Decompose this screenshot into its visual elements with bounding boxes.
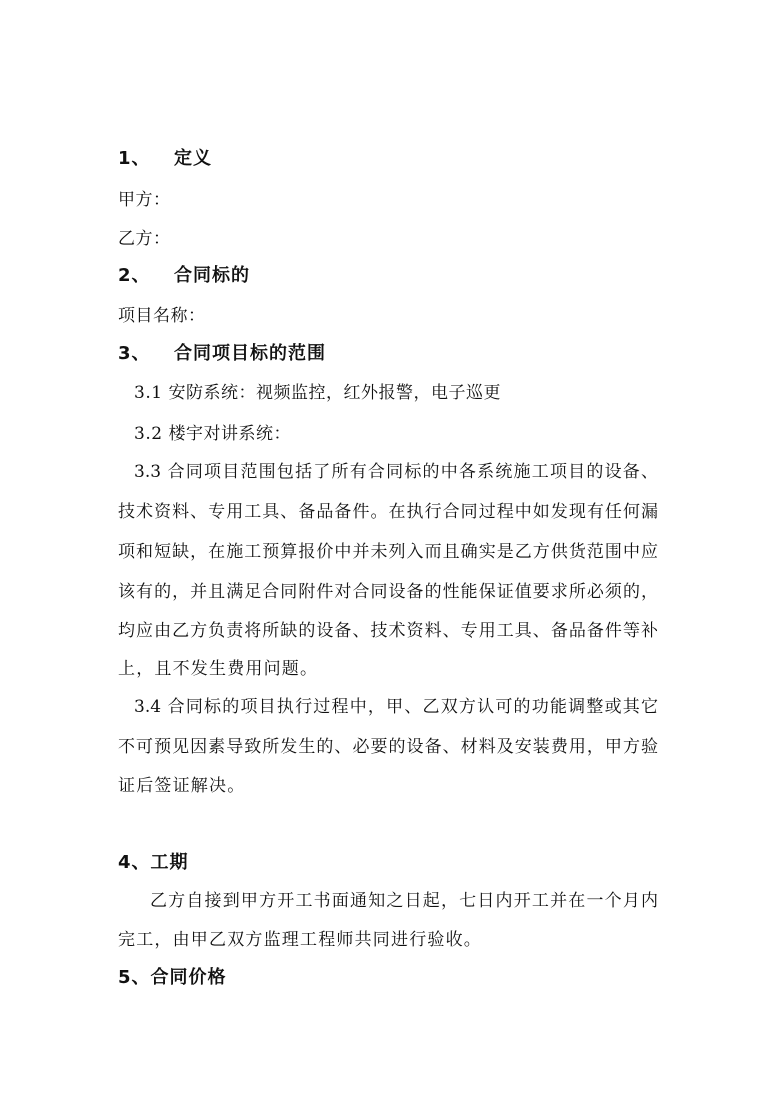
clause-3-3-line: 项和短缺，在施工预算报价中并未列入而且确实是乙方供货范围中应: [118, 542, 658, 562]
schedule-line: 完工，由甲乙双方监理工程师共同进行验收。: [118, 930, 482, 950]
section-title: 定义: [174, 148, 212, 169]
project-name-label: 项目名称：: [118, 306, 206, 326]
section-number: 2、: [118, 265, 151, 286]
clause-3-3-line: 3.3 合同项目范围包括了所有合同标的中各系统施工项目的设备、: [134, 462, 658, 482]
section-2-heading: [118, 265, 250, 287]
clause-3-3-line: 均应由乙方负责将所缺的设备、技术资料、专用工具、备品备件等补: [118, 621, 658, 641]
schedule-line: 乙方自接到甲方开工书面通知之日起，七日内开工并在一个月内: [150, 891, 658, 911]
clause-3-3-line: 上，且不发生费用问题。: [118, 659, 319, 679]
clause-3-3-line: 该有的，并且满足合同附件对合同设备的性能保证值要求所必须的，: [118, 582, 658, 602]
clause-3-4-line: 证后签证解决。: [118, 776, 246, 796]
section-title: 合同标的: [174, 265, 250, 286]
clause-3-1: 3.1 安防系统：视频监控，红外报警，电子巡更: [134, 383, 501, 403]
section-number: 1、: [118, 148, 151, 169]
party-a-label: 甲方：: [118, 190, 171, 210]
clause-3-3-line: 技术资料、专用工具、备品备件。在执行合同过程中如发现有任何漏: [118, 502, 658, 522]
clause-3-2: 3.2 楼宇对讲系统：: [134, 424, 291, 444]
section-title: 合同项目标的范围: [174, 343, 326, 364]
clause-3-4-line: 不可预见因素导致所发生的、必要的设备、材料及安装费用，甲方验: [118, 737, 658, 757]
section-4-heading: 4、工期: [118, 852, 189, 873]
clause-3-4-line: 3.4 合同标的项目执行过程中，甲、乙双方认可的功能调整或其它: [134, 697, 658, 717]
section-number: 3、: [118, 343, 151, 364]
section-1-heading: [118, 148, 212, 170]
section-3-heading: [118, 343, 326, 365]
party-b-label: 乙方：: [118, 229, 171, 249]
section-5-heading: 5、合同价格: [118, 967, 227, 988]
